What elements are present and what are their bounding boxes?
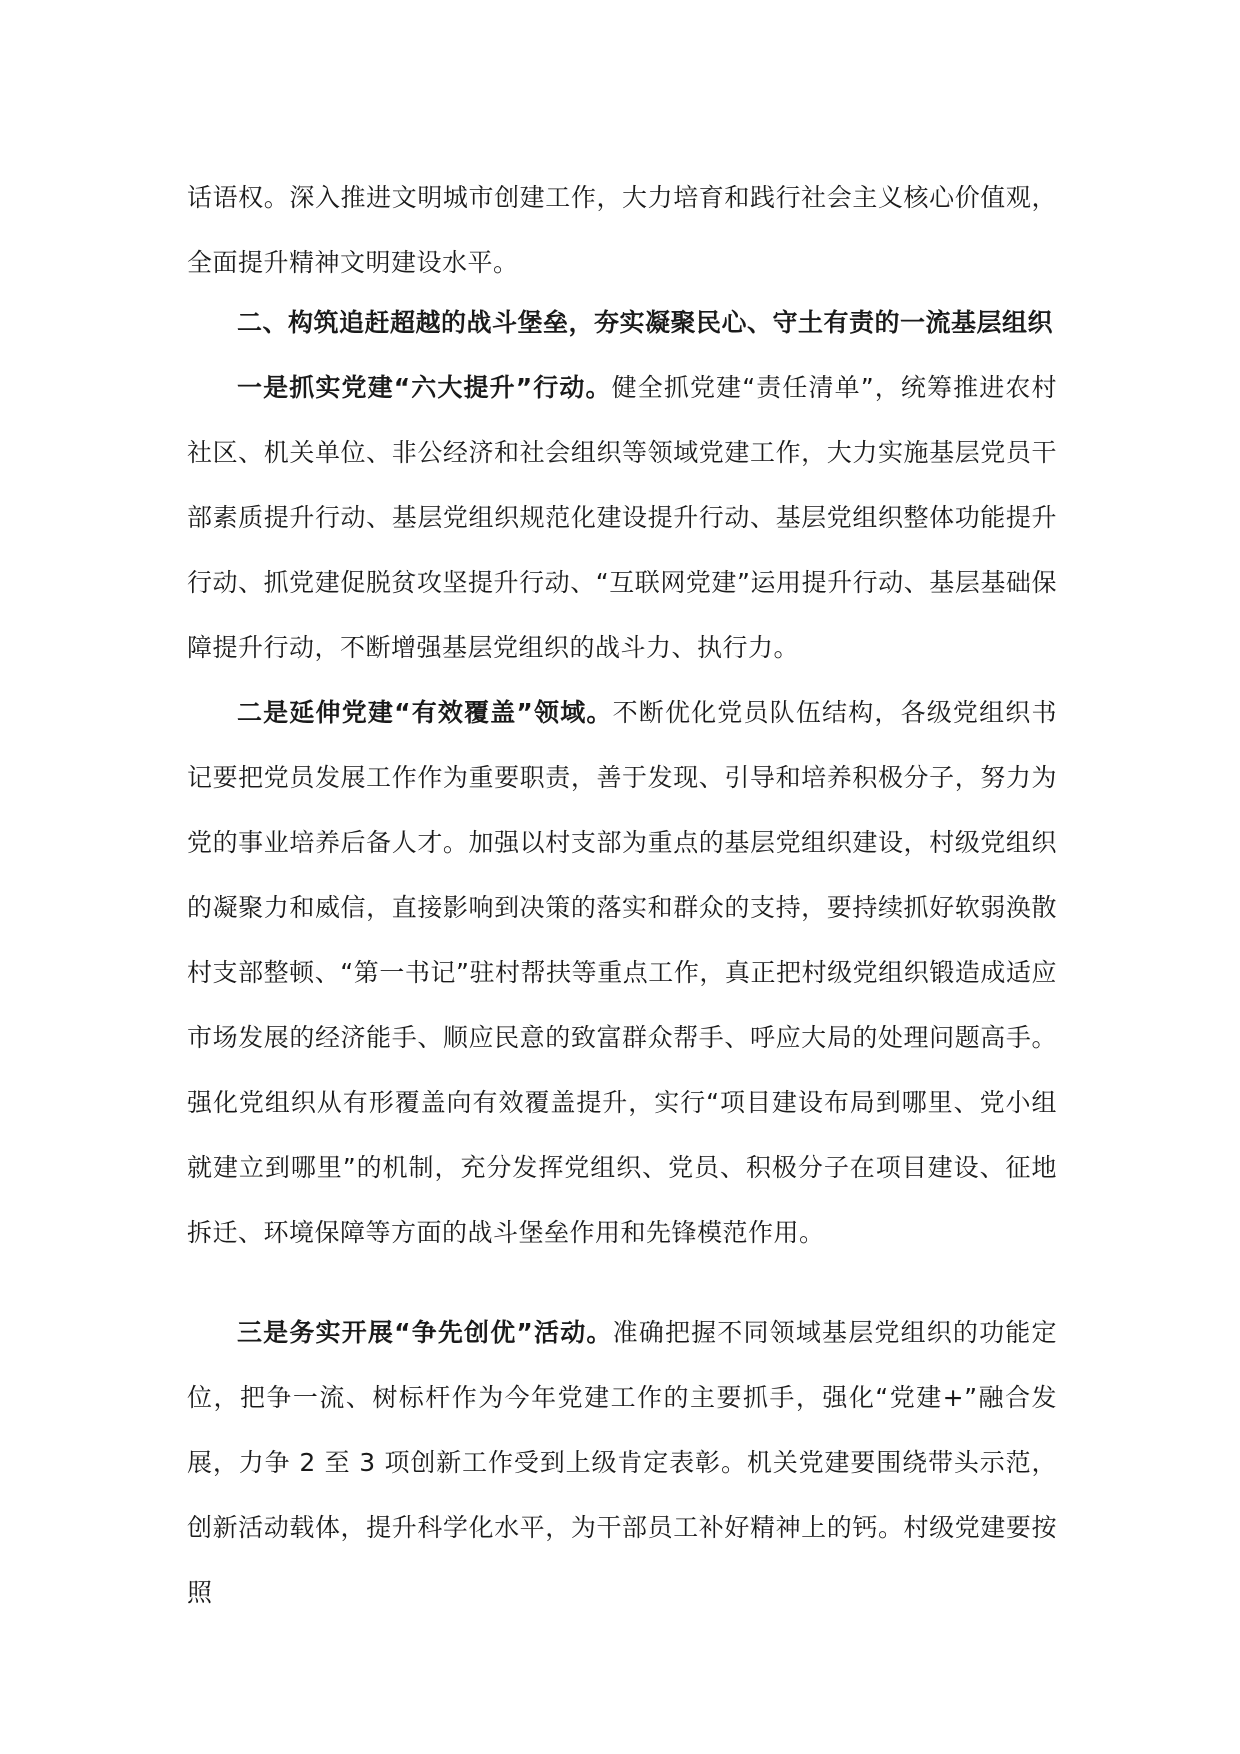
paragraph-text: 准确把握不同领域基层党组织的功能定位，把争一流、树标杆作为今年党建工作的主要抓手，强化“党建+”融合发展，力争 2 至 3 项创新工作受到上级肯定表彰。机关党建要围绕带头示范，创新活动载体，提升科学化水平，为干部员工补好精神上的钙。村级党建要按照 — [187, 1318, 1057, 1607]
paragraph-text: 不断优化党员队伍结构，各级党组织书记要把党员发展工作作为重要职责，善于发现、引导和培养积极分子，努力为党的事业培养后备人才。加强以村支部为重点的基层党组织建设，村级党组织的凝聚力和威信，直接影响到决策的落实和群众的支持，要持续抓好软弱涣散村支部整顿、“第一书记”驻村帮扶等重点工作，真正把村级党组织锻造成适应市场发展的经济能手、顺应民意的致富群众帮手、呼应大局的处理问题高手。强化党组织从有形覆盖向有效覆盖提升，实行“项目建设布局到哪里、党小组就建立到哪里”的机制，充分发挥党组织、党员、积极分子在项目建设、征地拆迁、环境保障等方面的战斗堡垒作用和先锋模范作用。 — [187, 698, 1057, 1247]
paragraph-item-three-block — [187, 1300, 1057, 1625]
paragraph-text: 健全抓党建“责任清单”，统筹推进农村社区、机关单位、非公经济和社会组织等领域党建工作，大力实施基层党员干部素质提升行动、基层党组织规范化建设提升行动、基层党组织整体功能提升行动、抓党建促脱贫攻坚提升行动、“互联网党建”运用提升行动、基层基础保障提升行动，不断增强基层党组织的战斗力、执行力。 — [187, 373, 1057, 662]
paragraph-continuation — [187, 165, 1057, 295]
paragraph-item-three — [187, 1300, 1057, 1625]
section-heading: 二、构筑追赶超越的战斗堡垒，夯实凝聚民心、守土有责的一流基层组织 — [237, 308, 1054, 337]
section-two — [187, 290, 1057, 680]
paragraph-text: 话语权。深入推进文明城市创建工作，大力培育和践行社会主义核心价值观，全面提升精神文明建设水平。 — [187, 183, 1057, 277]
paragraph-item-two — [187, 680, 1057, 1265]
paragraph-lead: 二是延伸党建“有效覆盖”领域。 — [237, 698, 613, 727]
paragraph-lead: 三是务实开展“争先创优”活动。 — [237, 1318, 613, 1347]
paragraph-item-two-block — [187, 680, 1057, 1265]
paragraph-lead: 一是抓实党建“六大提升”行动。 — [237, 373, 612, 402]
paragraph-item-one — [187, 355, 1057, 680]
